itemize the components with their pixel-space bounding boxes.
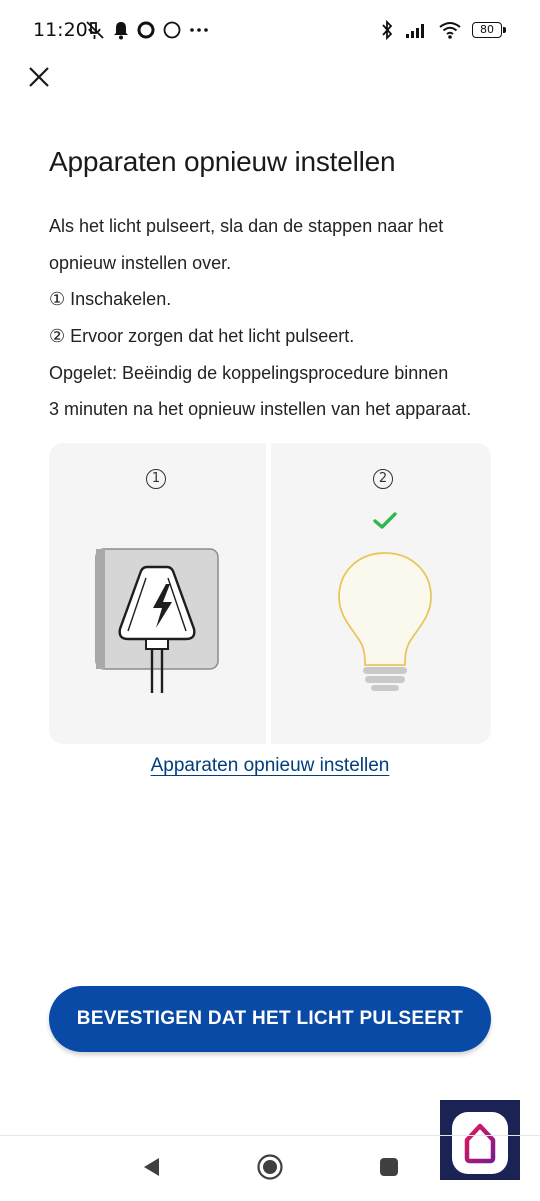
battery-level: 80 — [480, 23, 494, 36]
instruction-line: Als het licht pulseert, sla dan de stappen naar het — [49, 216, 444, 236]
status-icons-left — [84, 18, 210, 42]
close-icon — [28, 66, 50, 88]
step-1-number: 1 — [146, 469, 166, 489]
checkmark-icon — [372, 511, 398, 531]
recents-icon — [379, 1157, 399, 1177]
instruction-line: opnieuw instellen over. — [49, 252, 232, 273]
ring-icon — [136, 20, 156, 40]
panel-divider — [266, 443, 271, 744]
nav-home-button[interactable] — [255, 1152, 285, 1182]
battery-icon — [472, 22, 502, 38]
close-button[interactable] — [22, 60, 56, 94]
navigation-bar — [0, 1135, 540, 1201]
circle-icon — [162, 20, 182, 40]
status-time: 11:20 — [33, 19, 88, 41]
more-dots-icon — [188, 20, 210, 40]
signal-icon — [404, 20, 428, 40]
status-icons-right — [380, 18, 502, 42]
step-2-number: 2 — [373, 469, 393, 489]
nav-recents-button[interactable] — [374, 1152, 404, 1182]
wifi-icon — [438, 20, 462, 40]
reset-illustration — [49, 443, 491, 744]
power-plug-icon — [93, 547, 221, 695]
confirm-pulsing-button[interactable]: BEVESTIGEN DAT HET LICHT PULSEERT — [49, 986, 491, 1052]
instructions-text — [49, 211, 509, 431]
reset-devices-link[interactable]: Apparaten opnieuw instellen — [150, 755, 390, 776]
instruction-line: Opgelet: Beëindig de koppelingsprocedure binnen — [49, 362, 449, 383]
back-icon — [141, 1156, 161, 1178]
instruction-line: ② Ervoor zorgen dat het licht pulseert. — [49, 326, 355, 347]
bell-icon — [112, 20, 130, 40]
light-bulb-icon — [335, 551, 435, 695]
instruction-line: ① Inschakelen. — [49, 289, 172, 310]
bluetooth-icon — [380, 19, 394, 41]
status-bar — [0, 0, 540, 60]
home-icon — [256, 1153, 284, 1181]
instruction-line: 3 minuten na het opnieuw instellen van het apparaat. — [49, 399, 472, 420]
mute-off-icon — [84, 19, 106, 41]
page-title: Apparaten opnieuw instellen — [49, 146, 396, 177]
nav-back-button[interactable] — [136, 1152, 166, 1182]
